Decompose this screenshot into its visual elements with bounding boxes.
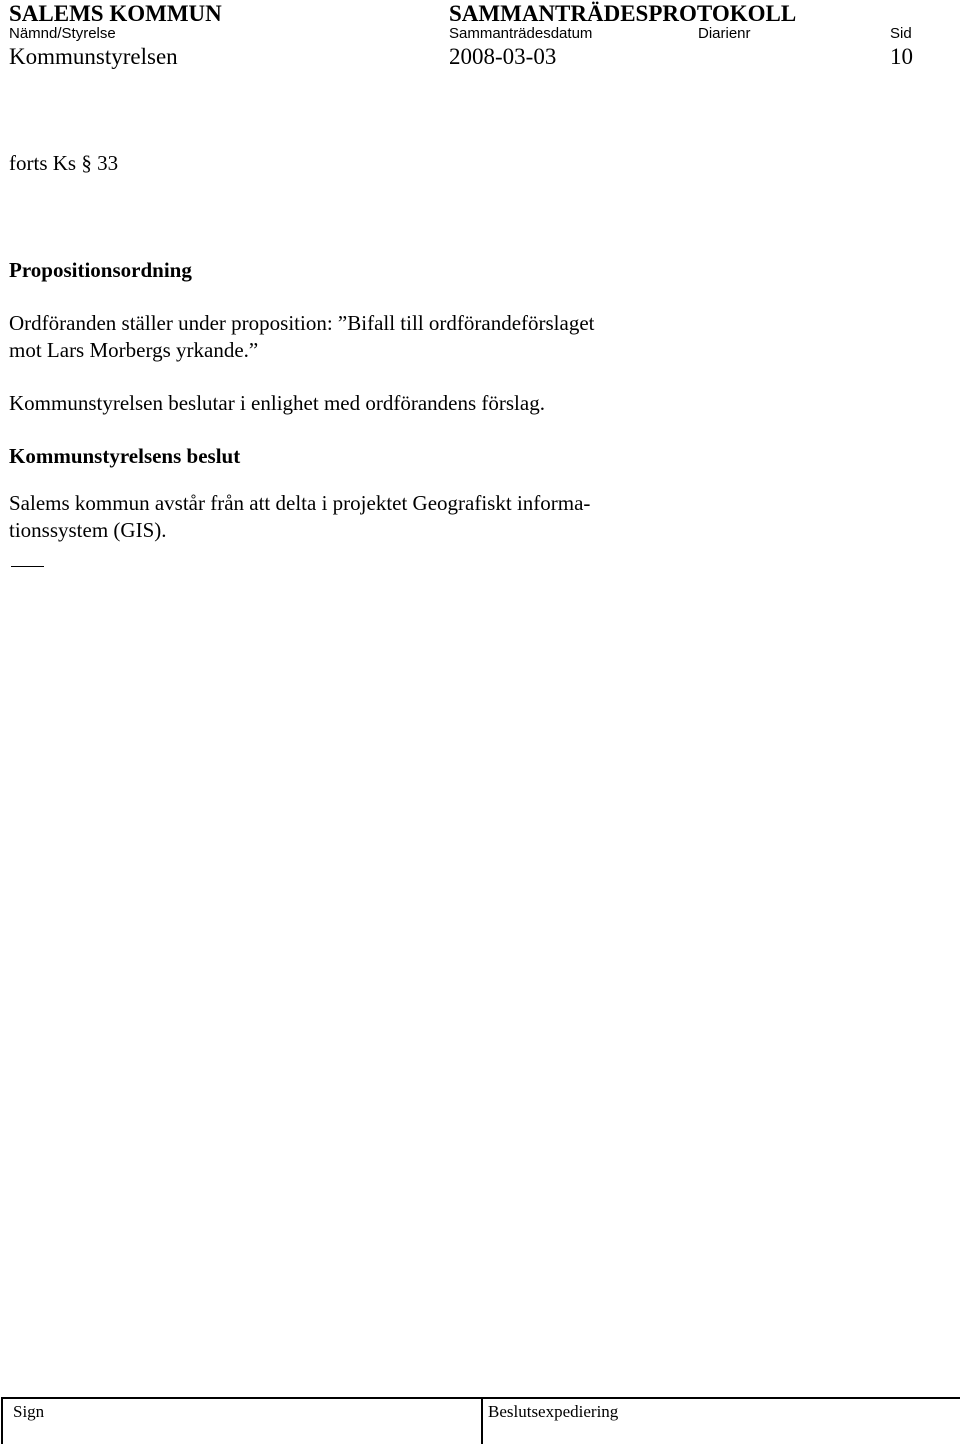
org-name: SALEMS KOMMUN — [9, 1, 222, 26]
sign-label: Sign — [13, 1402, 45, 1421]
resolution-text: Kommunstyrelsen beslutar i enlighet med ordförandens förslag. — [9, 391, 545, 415]
proposition-text-line2: mot Lars Morbergs yrkande.” — [9, 338, 259, 362]
decision-text-line2: tionssystem (GIS). — [9, 518, 167, 542]
continued-section-ref: forts Ks § 33 — [9, 151, 119, 175]
case-number-label: Diarienr — [698, 25, 751, 42]
board-label: Nämnd/Styrelse — [9, 25, 116, 42]
proposition-text-line1: Ordföranden ställer under proposition: ”Bifall till ordförandeförslaget — [9, 311, 595, 335]
footer-left-border — [1, 1397, 3, 1444]
meeting-date-label: Sammanträdesdatum — [449, 25, 593, 42]
document-type: SAMMANTRÄDESPROTOKOLL — [449, 1, 797, 26]
page-number: 10 — [890, 44, 913, 69]
decision-text-line1: Salems kommun avstår från att delta i projektet Geografiskt informa- — [9, 491, 591, 515]
end-rule — [11, 566, 44, 567]
dispatch-label: Beslutsexpediering — [488, 1402, 619, 1421]
section-heading-beslut: Kommunstyrelsens beslut — [9, 444, 241, 468]
page-label: Sid — [890, 25, 912, 42]
footer-divider — [481, 1397, 483, 1444]
board-value: Kommunstyrelsen — [9, 44, 178, 69]
section-heading-propositionsordning: Propositionsordning — [9, 258, 192, 282]
meeting-date-value: 2008-03-03 — [449, 44, 557, 69]
